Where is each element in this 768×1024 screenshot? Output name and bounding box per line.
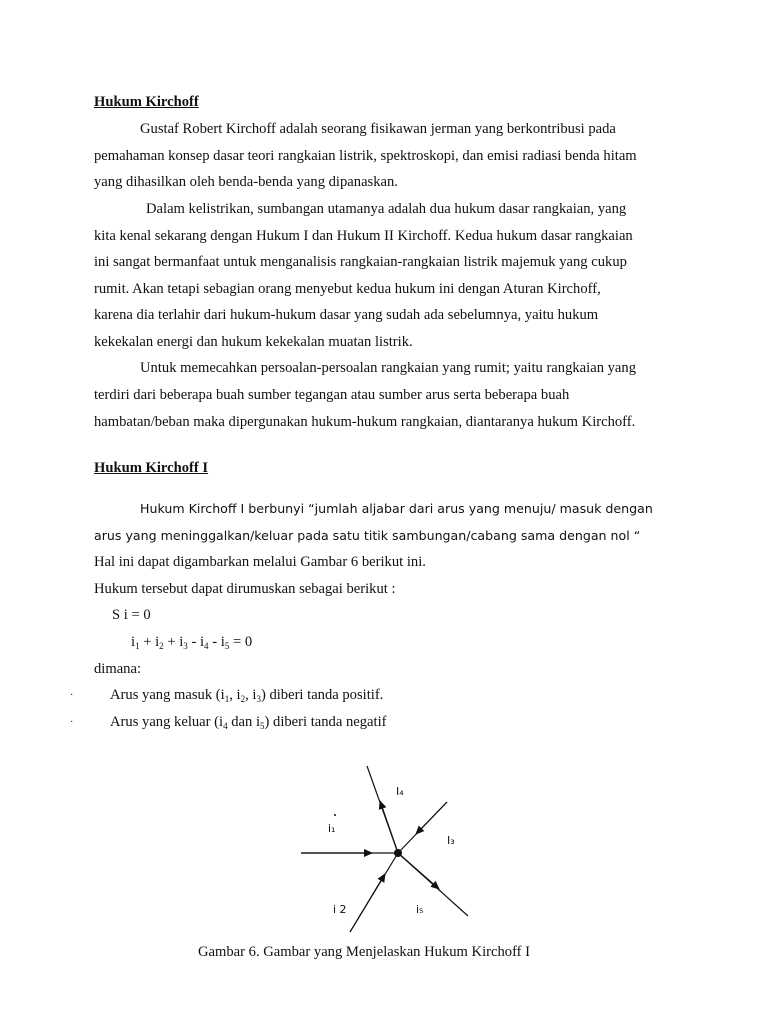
paragraph-line: rumit. Akan tetapi sebagian orang menyebut kedua hukum ini dengan Aturan Kirchoff, [94,281,601,297]
paragraph-line: Hal ini dapat digambarkan melalui Gambar 6 berikut ini. [94,554,426,570]
figure-caption: Gambar 6. Gambar yang Menjelaskan Hukum Kirchoff I [198,944,531,960]
heading-hukum-kirchoff-1: Hukum Kirchoff I [94,460,209,476]
paragraph-line: pemahaman konsep dasar teori rangkaian listrik, spektroskopi, dan emisi radiasi benda hitam [94,148,637,164]
paragraph-line: Dalam kelistrikan, sumbangan utamanya adalah dua hukum dasar rangkaian, yang [146,201,627,217]
law-statement-line: arus yang meninggalkan/keluar pada satu titik sambungan/cabang sama dengan nol “ [94,528,641,543]
label-i3: I₃ [447,834,455,847]
label-i1: i₁ [328,822,336,835]
paragraph-line: Untuk memecahkan persoalan-persoalan rangkaian yang rumit; yaitu rangkaian yang [140,360,637,376]
label-dot [334,814,336,816]
heading-hukum-kirchoff: Hukum Kirchoff [94,94,199,110]
paragraph-line: hambatan/beban maka dipergunakan hukum-hukum rangkaian, diantaranya hukum Kirchoff. [94,414,636,430]
arrow-i4 [380,801,398,853]
paragraph-line: Hukum tersebut dapat dirumuskan sebagai berikut : [94,581,396,597]
paragraph-line: kekekalan energi dan hukum kekekalan muatan listrik. [94,334,413,350]
dimana-label: dimana: [94,661,142,677]
label-i5: i₅ [416,903,424,916]
paragraph-line: yang dihasilkan oleh benda-benda yang dipanaskan. [94,174,398,190]
paragraph-line: Gustaf Robert Kirchoff adalah seorang fisikawan jerman yang berkontribusi pada [140,121,616,137]
sum-formula: S i = 0 [112,607,151,623]
paragraph-line: karena dia terlahir dari hukum-hukum dasar yang sudah ada sebelumnya, yaitu hukum [94,307,599,323]
paragraph-line: kita kenal sekarang dengan Hukum I dan Hukum II Kirchoff. Kedua hukum dasar rangkaian [94,228,633,244]
arrow-i5 [398,853,439,889]
bullet-item-positive: Arus yang masuk ($i_1$, $i_2$, $i_3$) diberi tanda positif. [110,687,384,704]
bullet-marker: · [70,690,74,701]
paragraph-line: terdiri dari beberapa buah sumber tegangan atau sumber arus serta beberapa buah [94,387,570,403]
law-statement-line: Hukum Kirchoff I berbunyi “jumlah aljabar dari arus yang menuju/ masuk dengan [140,501,653,516]
arrow-i2 [350,874,385,932]
kirchoff-equation: $i_1 + i_2 + i_3 - i_4 - i_5 = 0$ [131,634,253,651]
arrow-i3 [416,802,447,834]
label-i4: I₄ [396,785,404,798]
bullet-marker: · [70,717,74,728]
bullet-item-negative: Arus yang keluar ($i_4$ dan $i_5$) diberi tanda negatif [110,714,387,731]
paragraph-line: ini sangat bermanfaat untuk menganalisis rangkaian-rangkaian listrik majemuk yang cukup [94,254,627,270]
junction-node [394,849,402,857]
label-i2: i 2 [333,903,347,916]
